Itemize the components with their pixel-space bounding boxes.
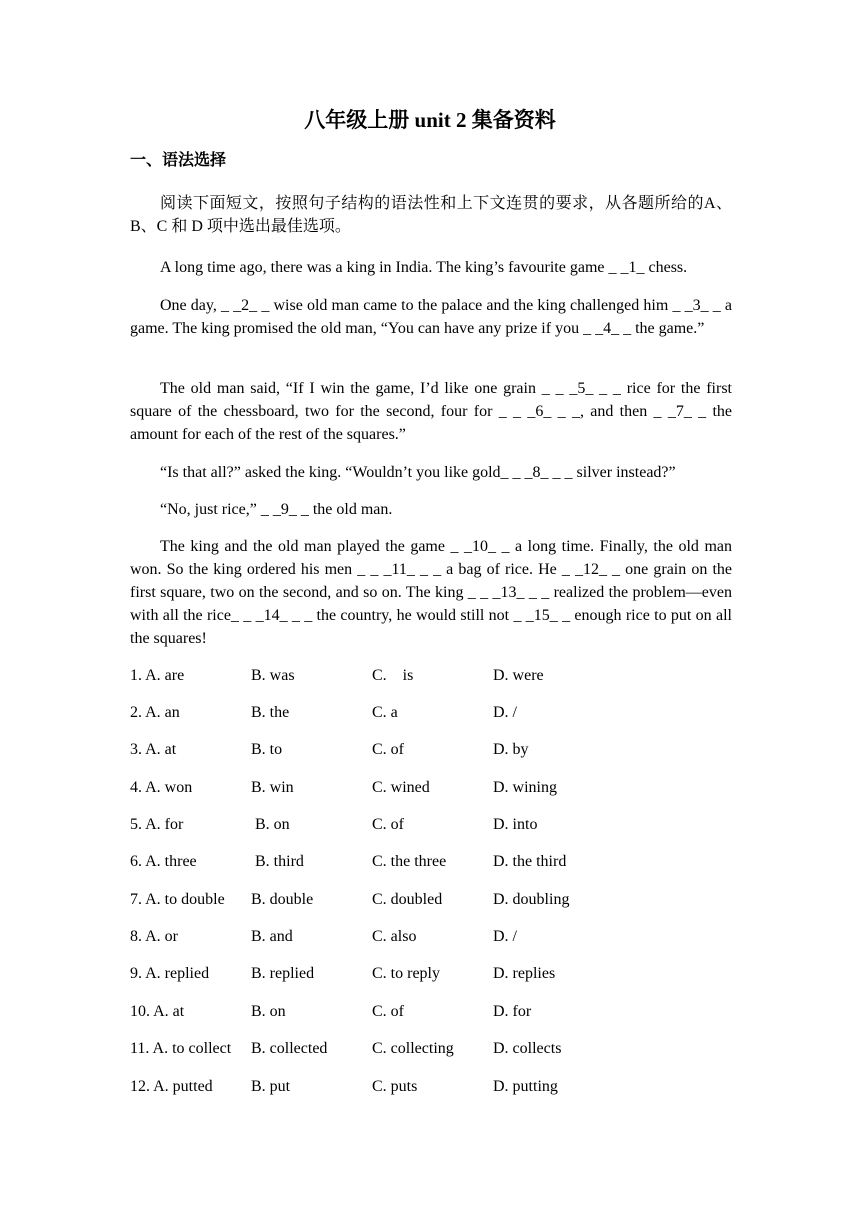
- section-heading: 一、语法选择: [130, 152, 227, 169]
- option-a: 12. A. putted: [130, 1078, 213, 1095]
- option-row-7: [130, 888, 732, 912]
- option-c: C. to reply: [372, 965, 440, 982]
- option-row-6: [130, 850, 732, 874]
- option-c: C. a: [372, 704, 398, 721]
- option-a: 11. A. to collect: [130, 1040, 232, 1057]
- document-title: 八年级上册 unit 2 集备资料: [304, 108, 556, 132]
- option-row-1: [130, 664, 732, 688]
- option-d: D. by: [493, 741, 529, 758]
- passage-paragraph-1: A long time ago, there was a king in India. The king’s favourite game _ _1_ chess.: [160, 259, 688, 276]
- option-d: D. collects: [493, 1040, 562, 1057]
- option-a: 5. A. for: [130, 816, 184, 833]
- option-a: 9. A. replied: [130, 965, 210, 982]
- option-b: B. replied: [251, 965, 315, 982]
- option-d: D. the third: [493, 853, 567, 870]
- option-b: B. third: [251, 853, 304, 870]
- option-row-4: [130, 776, 732, 800]
- option-b: B. collected: [251, 1040, 328, 1057]
- instruction-paragraph: 阅读下面短文，按照句子结构的语法性和上下文连贯的要求，从各题所给的A、B、C 和 D 项中选出最佳选项。: [130, 195, 732, 235]
- option-b: B. win: [251, 779, 294, 796]
- option-d: D. replies: [493, 965, 556, 982]
- option-d: D. into: [493, 816, 538, 833]
- option-row-5: [130, 813, 732, 837]
- option-b: B. put: [251, 1078, 291, 1095]
- option-c: C. puts: [372, 1078, 418, 1095]
- option-row-9: [130, 962, 732, 986]
- option-row-11: [130, 1037, 732, 1061]
- passage-paragraph-4: “Is that all?” asked the king. “Wouldn’t you like gold_ _ _8_ _ _ silver instead?”: [160, 464, 676, 481]
- option-b: B. on: [251, 1003, 286, 1020]
- option-row-12: [130, 1075, 732, 1099]
- option-a: 8. A. or: [130, 928, 178, 945]
- option-c: C. collecting: [372, 1040, 454, 1057]
- option-a: 2. A. an: [130, 704, 180, 721]
- option-a: 4. A. won: [130, 779, 193, 796]
- option-d: D. wining: [493, 779, 557, 796]
- option-c: C. wined: [372, 779, 430, 796]
- option-b: B. on: [251, 816, 290, 833]
- option-c: C. also: [372, 928, 417, 945]
- option-b: B. double: [251, 891, 314, 908]
- option-b: B. was: [251, 667, 295, 684]
- option-d: D. doubling: [493, 891, 570, 908]
- passage-paragraph-6: The king and the old man played the game _ _10_ _ a long time. Finally, the old man won. So the king ordered his men _ _ _11_ _ _ a bag of rice. He _ _12_ _ one grain on the first square, two on the second, and so on. The king _ _ _13_ _ _ realized the problem—even with all the rice_ _ _14_ _ _ the country, he would still not _ _15_ _ enough rice to put on all the squares!: [130, 538, 732, 647]
- option-row-10: [130, 1000, 732, 1024]
- option-row-2: [130, 701, 732, 725]
- option-d: D. putting: [493, 1078, 558, 1095]
- option-a: 7. A. to double: [130, 891, 225, 908]
- option-d: D. were: [493, 667, 544, 684]
- option-b: B. the: [251, 704, 290, 721]
- option-d: D. /: [493, 704, 517, 721]
- option-d: D. for: [493, 1003, 532, 1020]
- option-c: C. of: [372, 816, 404, 833]
- option-b: B. and: [251, 928, 293, 945]
- option-d: D. /: [493, 928, 517, 945]
- option-c: C. of: [372, 1003, 404, 1020]
- option-a: 6. A. three: [130, 853, 197, 870]
- passage-paragraph-2: One day, _ _2_ _ wise old man came to the palace and the king challenged him _ _3_ _ a game. The king promised the old man, “You can have any prize if you _ _4_ _ the game.”: [130, 297, 732, 337]
- option-a: 3. A. at: [130, 741, 177, 758]
- passage-paragraph-5: “No, just rice,” _ _9_ _ the old man.: [160, 501, 393, 518]
- option-c: C. doubled: [372, 891, 443, 908]
- option-c: C. the three: [372, 853, 447, 870]
- option-row-3: [130, 738, 732, 762]
- option-a: 10. A. at: [130, 1003, 185, 1020]
- option-row-8: [130, 925, 732, 949]
- passage-paragraph-3: The old man said, “If I win the game, I’d like one grain _ _ _5_ _ _ rice for the first square of the chessboard, two for the second, four for _ _ _6_ _ _, and then _ _7_ _ the amount for each of the rest of the squares.”: [130, 380, 732, 443]
- option-c: C. is: [372, 667, 414, 684]
- option-c: C. of: [372, 741, 404, 758]
- option-a: 1. A. are: [130, 667, 185, 684]
- option-b: B. to: [251, 741, 283, 758]
